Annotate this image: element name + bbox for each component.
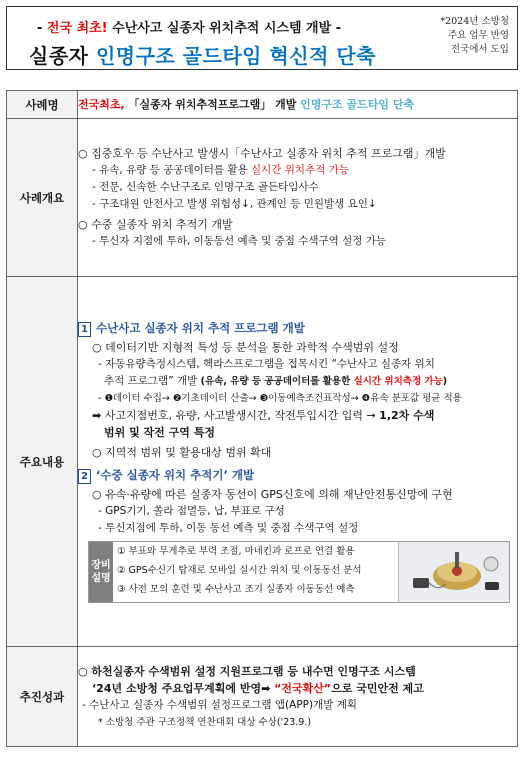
section-2-number: 2 bbox=[78, 469, 91, 484]
section-1-item-1: ○ 데이터기반 지형적 특성 등 분석을 통한 과학적 수색범위 설정 bbox=[92, 341, 399, 354]
section-1-sub-1b: 추적 프로그램” 개발 (유속, 유량 등 공공데이터를 활용한 실시간 위치측정 가능) bbox=[104, 375, 448, 387]
row-main-content bbox=[7, 277, 518, 647]
header-note: *2024년 소방청 주요 업무 반영 전국에서 도입 bbox=[440, 16, 509, 55]
section-1-steps: - ❶데이터 수집→ ❷기초데이터 산출→ ❸이동예측조건표작성→ ❹유속 분포값 평균 적용 bbox=[98, 393, 462, 404]
equipment-box bbox=[88, 541, 510, 603]
row-overview bbox=[7, 119, 518, 277]
overview-body bbox=[78, 119, 518, 277]
tracker-device-illustration bbox=[399, 542, 509, 600]
results-item-1: ○ 하천실종자 수색범위 설정 지원프로그램 등 내수면 인명구조 시스템 bbox=[78, 664, 416, 678]
overview-item-1: ○ 집중호우 등 수난사고 발생시「수난사고 실종자 위치 추적 프로그램」개발 bbox=[78, 147, 446, 160]
section-2-sub-1: - GPS기기, 쏠라 점멸등, 납, 부표로 구성 bbox=[98, 505, 285, 517]
header-subtitle: - 전국 최초! 수난사고 실종자 위치추적 시스템 개발 - bbox=[37, 21, 342, 36]
main-content-body bbox=[78, 277, 518, 647]
equipment-item-3: ③ 사전 모의 훈련 및 수난사고 조기 실종자 이동동선 예측 bbox=[117, 584, 355, 595]
section-1-arrow-line-2: 범위 및 작전 구역 특정 bbox=[104, 426, 215, 439]
section-1-item-2: ○ 지역적 범위 및 활용대상 범위 확대 bbox=[92, 446, 272, 459]
label-main-content: 주요내용 bbox=[7, 277, 78, 647]
section-1-number: 1 bbox=[78, 322, 91, 337]
tracker-device-image bbox=[398, 542, 509, 602]
case-table bbox=[6, 90, 518, 747]
label-results: 추진성과 bbox=[7, 647, 78, 747]
header-title: 실종자 인명구조 골드타임 혁신적 단축 bbox=[29, 44, 376, 68]
section-2-item-1: ○ 유속·유량에 따른 실종자 동선이 GPS신호에 의해 재난안전통신망에 구현 bbox=[92, 488, 453, 501]
case-name-value: 전국최초, 「실종자 위치추적프로그램」 개발 인명구조 골드타임 단축 bbox=[78, 91, 518, 119]
label-overview: 사례개요 bbox=[7, 119, 78, 277]
section-2-sub-2: - 투신지점에 투하, 이동 동선 예측 및 중점 수색구역 설정 bbox=[98, 522, 359, 534]
overview-sub-2: - 전문, 신속한 수난구조로 인명구조 골든타임사수 bbox=[92, 181, 319, 193]
results-body bbox=[78, 647, 518, 747]
equipment-list bbox=[113, 542, 398, 602]
label-case-name: 사례명 bbox=[7, 91, 78, 119]
section-1-sub-1a: - 자동유량측정시스템, 헥라스프로그램을 접목시킨 “수난사고 실종자 위치 bbox=[98, 358, 435, 370]
title-highlight: 인명구조 골드타임 혁신적 단축 bbox=[95, 44, 376, 68]
subtitle-highlight: 전국 최초! bbox=[46, 21, 108, 36]
overview-item-2: ○ 수중 실종자 위치 추적기 개발 bbox=[78, 218, 233, 231]
equipment-item-2: ② GPS수신기 탑재로 모바일 실시간 위치 및 이동동선 분석 bbox=[117, 565, 362, 576]
document-header bbox=[6, 6, 518, 70]
section-1-arrow-line-1: ➡ 사고지점번호, 유량, 사고발생시간, 작전투입시간 입력 → 1,2차 수색 bbox=[92, 409, 435, 422]
section-2-heading: 2 ‘수중 실종자 위치 추적기’ 개발 bbox=[78, 467, 517, 484]
equipment-label: 장비 설명 bbox=[89, 542, 113, 602]
overview-sub-3: - 구조대원 안전사고 발생 위험성↓, 관계인 등 민원발생 요인↓ bbox=[92, 198, 377, 210]
row-case-name bbox=[7, 91, 518, 119]
overview-sub-1: - 유속, 유량 등 공공데이터를 활용 실시간 위치추적 가능 bbox=[92, 164, 349, 176]
results-sub-1: - 수난사고 실종자 수색범위 설정프로그램 앱(APP)개발 계획 bbox=[82, 698, 357, 711]
row-results bbox=[7, 647, 518, 747]
results-sub-2: * 소방청 주관 구조정책 연찬대회 대상 수상('23.9.) bbox=[98, 716, 312, 728]
overview-sub-4: - 투신자 지점에 투하, 이동동선 예측 및 중점 수색구역 설정 가능 bbox=[92, 235, 387, 247]
equipment-item-1: ① 부표와 무게추로 부력 조절, 마네킨과 로프로 연결 활용 bbox=[117, 546, 355, 557]
results-item-1b: ‘24년 소방청 주요업무계획에 반영➡ “전국확산”으로 국민안전 제고 bbox=[92, 681, 424, 695]
section-1-heading: 1 수난사고 실종자 위치 추적 프로그램 개발 bbox=[78, 320, 517, 337]
